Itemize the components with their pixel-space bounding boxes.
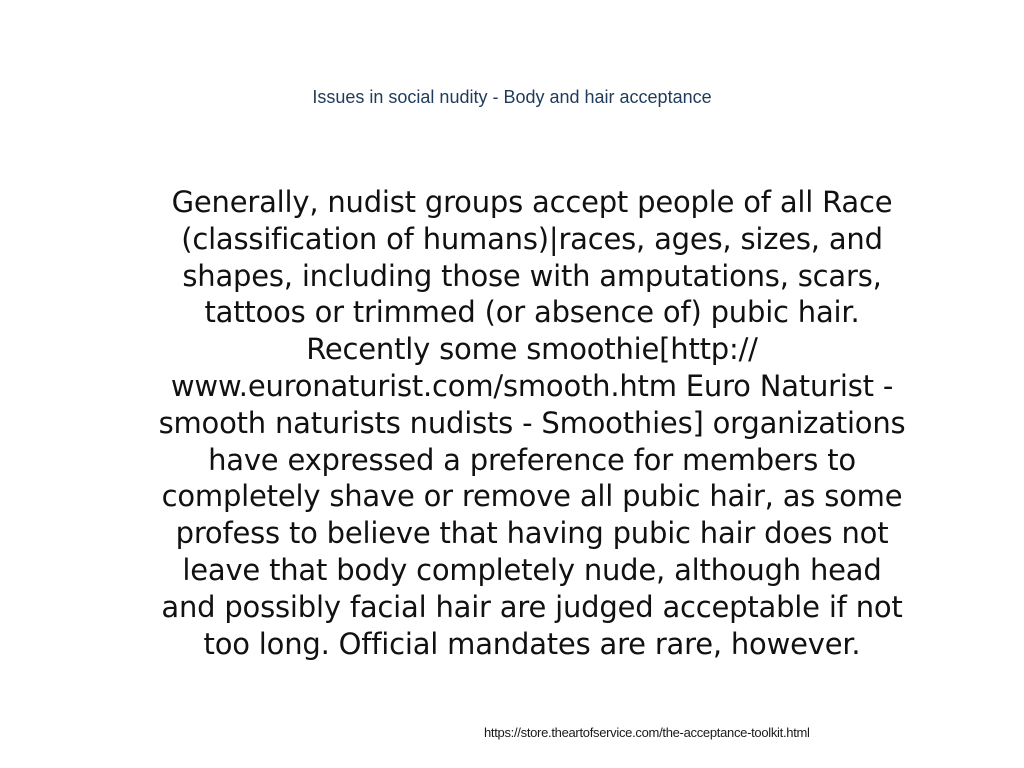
slide-body-text: Generally, nudist groups accept people of all Race (classification of humans)|races, ages, sizes, and shapes, including those with amputations, scars, tattoos or trimmed (or absence of) pubic hair. Recently some smoothie[http:// www.euronaturist.com/smooth.htm Euro Naturist - smooth naturists nudists - Smoothies] organizations have expressed a preference for members to completely shave or remove all pubic hair, as some profess to believe that having pubic hair does not leave that body completely nude, although head and possibly facial hair are judged acceptable if not too long. Official mandates are rare, however.: [158, 185, 906, 661]
source-url: https://store.theartofservice.com/the-acceptance-toolkit.html: [484, 725, 810, 740]
slide-title: Issues in social nudity - Body and hair acceptance: [312, 87, 712, 107]
